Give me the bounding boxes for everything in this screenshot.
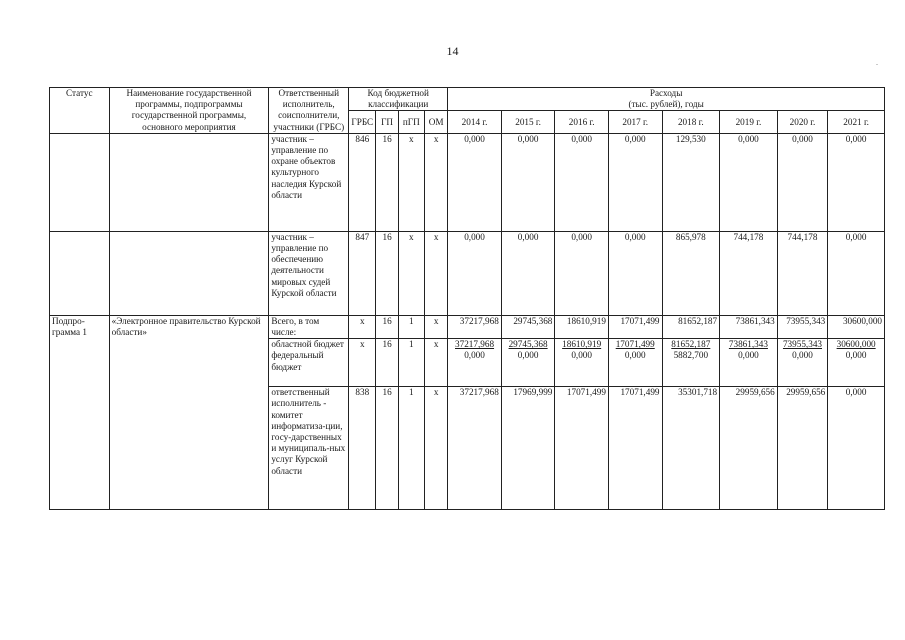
- code-cell: 1: [398, 339, 424, 387]
- header-expenses: [448, 88, 885, 111]
- value-cell: 35301,718: [662, 387, 720, 510]
- executor-cell: [269, 339, 349, 387]
- federal-value: 0,000: [792, 350, 813, 361]
- value-cell: 17071,499: [608, 315, 662, 338]
- regional-value: 17071,499: [615, 339, 655, 350]
- name-cell: «Электронное правительство Курской области»: [109, 315, 269, 509]
- code-cell: 1: [398, 315, 424, 338]
- value-cell: 0,000: [448, 231, 502, 315]
- code-cell: 838: [349, 387, 376, 510]
- value-cell: 0,000: [828, 133, 885, 231]
- regional-value: 73955,343: [782, 339, 822, 350]
- status-cell: Подпро-грамма 1: [50, 315, 110, 509]
- federal-value: 0,000: [845, 350, 867, 361]
- header-year: 2018 г.: [662, 111, 720, 133]
- header-year: 2016 г.: [555, 111, 609, 133]
- value-cell: 0,000: [448, 133, 502, 231]
- value-cell: 29959,656: [720, 387, 778, 510]
- header-year: 2020 г.: [777, 111, 828, 133]
- regional-budget-label: областной бюджет: [271, 339, 344, 350]
- budget-table: [49, 87, 885, 510]
- code-cell: х: [424, 315, 447, 338]
- header-year: 2015 г.: [501, 111, 555, 133]
- code-cell: 16: [376, 133, 398, 231]
- value-cell: 30600,000: [828, 315, 885, 338]
- value-cell: 37217,968: [448, 315, 502, 338]
- header-year: 2019 г.: [720, 111, 778, 133]
- value-cell: 73861,343: [720, 315, 778, 338]
- table-row: [50, 231, 885, 315]
- federal-value: 0,000: [738, 350, 759, 361]
- regional-value: 18610,919: [562, 339, 602, 350]
- code-cell: х: [424, 387, 447, 510]
- code-cell: 16: [376, 231, 398, 315]
- status-cell: [50, 231, 110, 315]
- header-year: 2014 г.: [448, 111, 502, 133]
- regional-value: 81652,187: [671, 339, 711, 350]
- value-cell: 0,000: [501, 133, 555, 231]
- header-code-om: ОМ: [424, 111, 447, 133]
- header-expenses-title: Расходы: [649, 88, 683, 98]
- executor-cell: ответственный исполнитель - комитет информатиза-ции, госу-дарственных и муниципаль-ных услуг Курской области: [269, 387, 349, 510]
- page-number: 14: [446, 44, 459, 58]
- value-cell: [555, 339, 609, 387]
- value-cell: 0,000: [555, 133, 609, 231]
- value-cell: 0,000: [828, 231, 885, 315]
- code-cell: х: [424, 133, 447, 231]
- value-cell: 0,000: [608, 231, 662, 315]
- value-cell: 29745,368: [501, 315, 555, 338]
- federal-value: 5882,700: [673, 350, 709, 361]
- value-cell: [608, 339, 662, 387]
- value-cell: [448, 339, 502, 387]
- value-cell: 81652,187: [662, 315, 720, 338]
- header-budget-code: Код бюджетной классификации: [349, 88, 448, 111]
- code-cell: х: [424, 231, 447, 315]
- value-cell: [720, 339, 778, 387]
- value-cell: 129,530: [662, 133, 720, 231]
- regional-value: 29745,368: [508, 339, 548, 350]
- header-expenses-subtitle: (тыс. рублей), годы: [628, 99, 704, 110]
- value-cell: [777, 339, 828, 387]
- value-cell: 0,000: [608, 133, 662, 231]
- value-cell: 0,000: [720, 133, 778, 231]
- value-cell: 17071,499: [555, 387, 609, 510]
- regional-value: 73861,343: [728, 339, 768, 350]
- regional-value: 30600,000: [836, 339, 876, 350]
- header-status: Статус: [50, 88, 110, 134]
- value-cell: 0,000: [555, 231, 609, 315]
- value-cell: 17969,999: [501, 387, 555, 510]
- federal-value: 0,000: [624, 350, 646, 361]
- executor-cell: Всего, в том числе:: [269, 315, 349, 338]
- value-cell: 29959,656: [777, 387, 828, 510]
- code-cell: х: [398, 231, 424, 315]
- header-executor: Ответственный исполнитель, соисполнители, участники (ГРБС): [269, 88, 349, 134]
- value-cell: [662, 339, 720, 387]
- code-cell: 1: [398, 387, 424, 510]
- value-cell: 17071,499: [608, 387, 662, 510]
- code-cell: х: [424, 339, 447, 387]
- code-cell: 846: [349, 133, 376, 231]
- table-row: [50, 133, 885, 231]
- executor-cell: участник – управление по охране объектов культурного наследия Курской области: [269, 133, 349, 231]
- value-cell: 0,000: [828, 387, 885, 510]
- federal-value: 0,000: [464, 350, 485, 361]
- value-cell: 744,178: [720, 231, 778, 315]
- header-year: 2021 г.: [828, 111, 885, 133]
- scan-dot: .: [876, 58, 878, 67]
- code-cell: 16: [376, 339, 398, 387]
- federal-value: 0,000: [517, 350, 539, 361]
- value-cell: 865,978: [662, 231, 720, 315]
- value-cell: [501, 339, 555, 387]
- value-cell: 0,000: [501, 231, 555, 315]
- value-cell: 744,178: [777, 231, 828, 315]
- header-code-grbs: ГРБС: [349, 111, 376, 133]
- header-name: Наименование государственной программы, подпрограммы государственной программы, основного мероприятия: [109, 88, 269, 134]
- code-cell: 16: [376, 387, 398, 510]
- value-cell: 37217,968: [448, 387, 502, 510]
- header-code-gp: ГП: [376, 111, 398, 133]
- value-cell: 18610,919: [555, 315, 609, 338]
- code-cell: 16: [376, 315, 398, 338]
- header-year: 2017 г.: [608, 111, 662, 133]
- name-cell: [109, 133, 269, 231]
- code-cell: 847: [349, 231, 376, 315]
- header-code-pgp: пГП: [398, 111, 424, 133]
- code-cell: х: [398, 133, 424, 231]
- status-cell: [50, 133, 110, 231]
- code-cell: х: [349, 315, 376, 338]
- regional-value: 37217,968: [455, 339, 495, 350]
- table-row: [50, 315, 885, 338]
- code-cell: х: [349, 339, 376, 387]
- executor-cell: участник – управление по обеспечению деятельности мировых судей Курской области: [269, 231, 349, 315]
- name-cell: [109, 231, 269, 315]
- federal-value: 0,000: [571, 350, 592, 361]
- federal-budget-label: федеральный бюджет: [271, 350, 324, 372]
- value-cell: 73955,343: [777, 315, 828, 338]
- value-cell: 0,000: [777, 133, 828, 231]
- value-cell: [828, 339, 885, 387]
